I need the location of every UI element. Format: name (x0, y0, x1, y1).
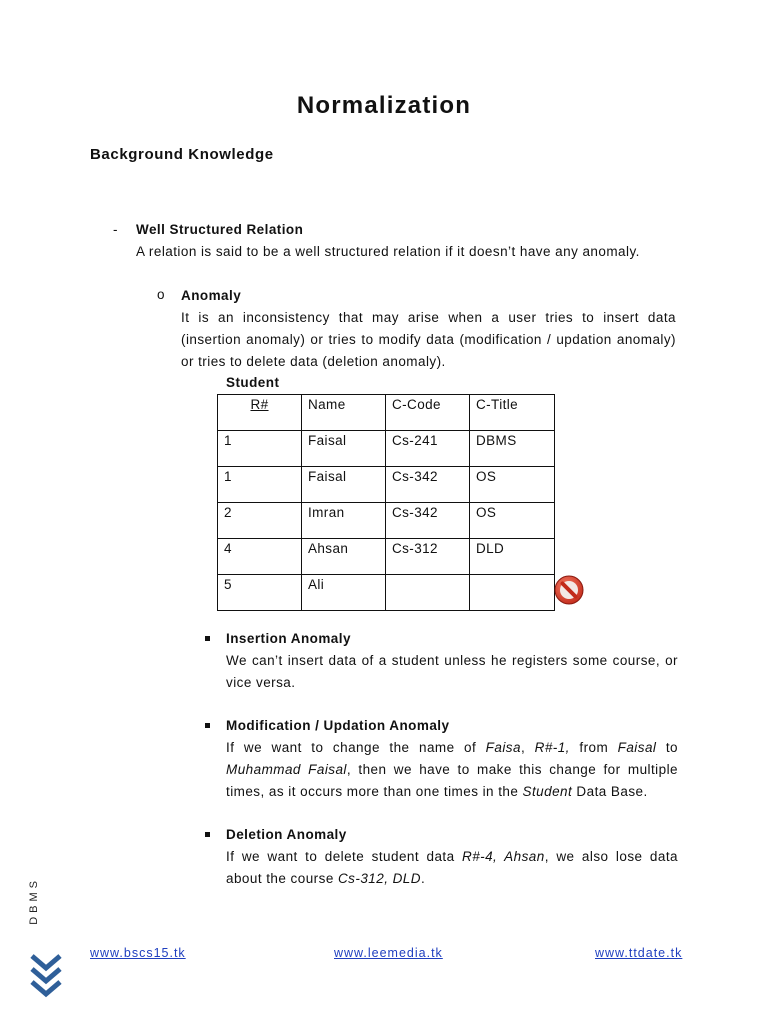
dash-marker: - (113, 222, 118, 237)
header-cell: R# (218, 395, 302, 431)
deletion-text: If we want to delete student data R#-4, Ahsan, we also lose data about the course Cs-312, DLD. (226, 849, 678, 886)
table-cell: Cs-312 (386, 539, 470, 575)
student-table (217, 394, 555, 611)
header-cell: C-Title (470, 395, 555, 431)
footer-link-ttdate[interactable]: www.ttdate.tk (595, 946, 683, 960)
anomaly-heading: Anomaly (181, 288, 242, 303)
footer-link-bscs15[interactable]: www.bscs15.tk (90, 946, 186, 960)
table-cell (386, 575, 470, 611)
table-cell: 1 (218, 467, 302, 503)
table-cell: 2 (218, 503, 302, 539)
table-cell: Faisal (302, 431, 386, 467)
modification-heading: Modification / Updation Anomaly (226, 718, 450, 733)
table-cell: 4 (218, 539, 302, 575)
table-cell: Imran (302, 503, 386, 539)
table-cell: Faisal (302, 467, 386, 503)
table-cell: 5 (218, 575, 302, 611)
header-cell: C-Code (386, 395, 470, 431)
table-cell (470, 575, 555, 611)
table-cell: DBMS (470, 431, 555, 467)
table-cell: DLD (470, 539, 555, 575)
well-structured-heading: Well Structured Relation (136, 222, 304, 237)
table-row (218, 431, 555, 467)
header-cell: Name (302, 395, 386, 431)
insertion-text: We can’t insert data of a student unless he registers some course, or vice versa. (226, 653, 678, 690)
modification-text: If we want to change the name of Faisa, R#-1, from Faisal to Muhammad Faisal, then we have to make this change for multiple times, as it occurs more than one times in the Student Data Base. (226, 740, 678, 799)
table-cell: Ahsan (302, 539, 386, 575)
table-cell: OS (470, 467, 555, 503)
prohibited-icon (553, 574, 585, 606)
section-heading: Background Knowledge (90, 146, 274, 163)
square-bullet (205, 636, 210, 641)
deletion-heading: Deletion Anomaly (226, 827, 347, 842)
square-bullet (205, 723, 210, 728)
page-title: Normalization (296, 92, 472, 119)
table-row (218, 575, 555, 611)
table-cell: 1 (218, 431, 302, 467)
table-cell: Cs-241 (386, 431, 470, 467)
table-row (218, 503, 555, 539)
circle-marker: o (157, 287, 165, 302)
side-label: DBMS (28, 877, 40, 925)
table-cell: Cs-342 (386, 503, 470, 539)
table-caption: Student (226, 375, 280, 390)
table-cell: Ali (302, 575, 386, 611)
table-row (218, 539, 555, 575)
chevron-down-icon (30, 952, 62, 1002)
table-cell: OS (470, 503, 555, 539)
well-structured-text: A relation is said to be a well structured relation if it doesn’t have any anomaly. (136, 244, 640, 259)
square-bullet (205, 832, 210, 837)
table-row (218, 467, 555, 503)
table-header-row (218, 395, 555, 431)
insertion-heading: Insertion Anomaly (226, 631, 351, 646)
footer-link-leemedia[interactable]: www.leemedia.tk (334, 946, 443, 960)
table-cell: Cs-342 (386, 467, 470, 503)
anomaly-text: It is an inconsistency that may arise when a user tries to insert data (insertion anomaly) or tries to modify data (modification / updation anomaly) or tries to delete data (deletion anomaly). (181, 310, 676, 369)
